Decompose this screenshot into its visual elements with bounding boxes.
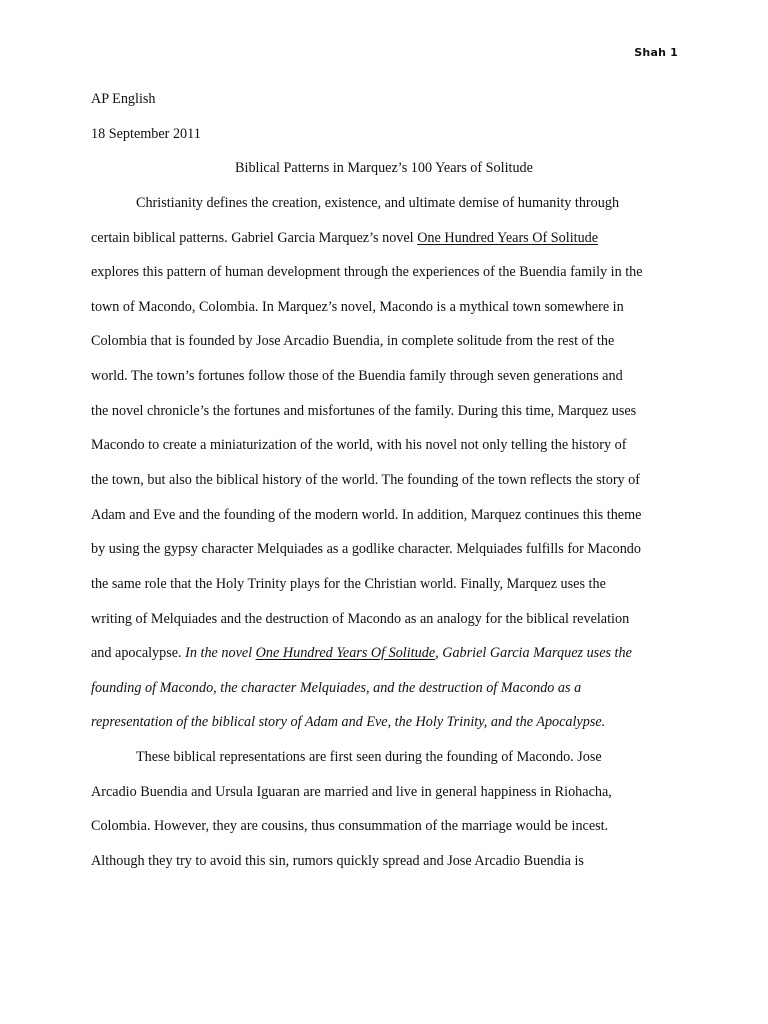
body-line: Arcadio Buendia and Ursula Iguaran are married and live in general happiness in Riohacha, [91, 784, 612, 800]
body-line: the town, but also the biblical history of the world. The founding of the town reflects the story of [91, 472, 640, 488]
thesis-text: , Gabriel Garcia Marquez uses the [435, 645, 632, 661]
essay-title: Biblical Patterns in Marquez’s 100 Years of Solitude [235, 160, 533, 176]
date-line: 18 September 2011 [91, 126, 201, 142]
body-line: Christianity defines the creation, existence, and ultimate demise of humanity through [136, 195, 620, 211]
body-line: explores this pattern of human development through the experiences of the Buendia family in the [91, 264, 643, 280]
body-line: These biblical representations are first seen during the founding of Macondo. Jose [136, 749, 602, 765]
book-title: One Hundred Years Of Solitude [255, 645, 436, 661]
body-line: world. The town’s fortunes follow those of the Buendia family through seven generations and [91, 368, 623, 384]
thesis-line: founding of Macondo, the character Melquiades, and the destruction of Macondo as a [91, 680, 582, 696]
body-line: Colombia. However, they are cousins, thus consummation of the marriage would be incest. [91, 818, 609, 834]
thesis-line [91, 643, 691, 663]
body-line: Macondo to create a miniaturization of the world, with his novel not only telling the history of [91, 437, 627, 453]
thesis-text: In the novel [185, 645, 256, 661]
course-line: AP English [91, 91, 156, 107]
body-line: town of Macondo, Colombia. In Marquez’s novel, Macondo is a mythical town somewhere in [91, 299, 624, 315]
body-line: Adam and Eve and the founding of the modern world. In addition, Marquez continues this theme [91, 507, 642, 523]
book-title: One Hundred Years Of Solitude [417, 230, 599, 246]
body-text: certain biblical patterns. Gabriel Garcia Marquez’s novel [91, 230, 418, 246]
body-line: by using the gypsy character Melquiades as a godlike character. Melquiades fulfills for Macondo [91, 541, 641, 557]
body-line [91, 228, 691, 248]
thesis-line: representation of the biblical story of Adam and Eve, the Holy Trinity, and the Apocalypse. [91, 714, 606, 730]
body-line: writing of Melquiades and the destruction of Macondo as an analogy for the biblical revelation [91, 611, 630, 627]
body-line: Although they try to avoid this sin, rumors quickly spread and Jose Arcadio Buendia is [91, 853, 584, 869]
running-head: Shah 1 [634, 46, 678, 59]
body-text: and apocalypse. [91, 645, 186, 661]
body-line: the same role that the Holy Trinity plays for the Christian world. Finally, Marquez uses the [91, 576, 606, 592]
body-line: Colombia that is founded by Jose Arcadio Buendia, in complete solitude from the rest of the [91, 333, 615, 349]
body-line: the novel chronicle’s the fortunes and misfortunes of the family. During this time, Marquez uses [91, 403, 637, 419]
